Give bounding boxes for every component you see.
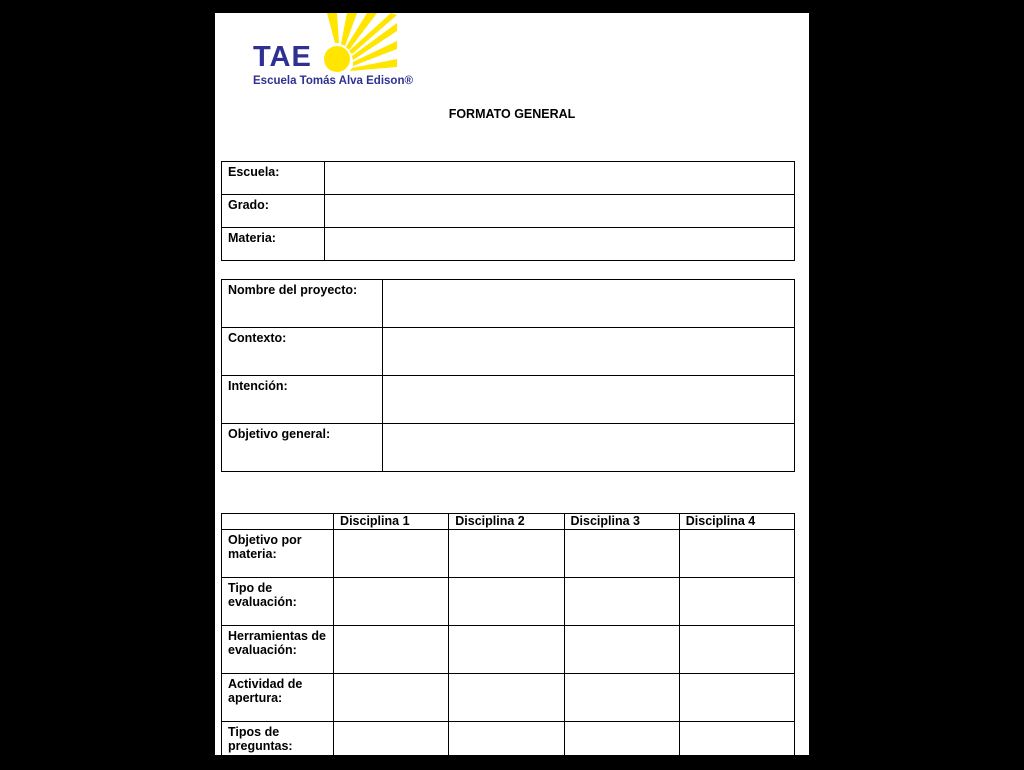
label-line: Herramientas de [228,629,326,643]
cell[interactable] [679,674,794,722]
cell[interactable] [449,674,564,722]
header-disciplina-2: Disciplina 2 [449,514,564,530]
project-info-table [221,279,795,472]
table-row [222,376,795,424]
label-actividad-apertura [222,674,334,722]
sun-icon [305,13,400,75]
label-tipo-evaluacion [222,578,334,626]
field-nombre-proyecto[interactable] [383,280,795,328]
table-row [222,280,795,328]
field-escuela[interactable] [325,162,795,195]
label-line: materia: [228,547,277,561]
label-line: evaluación: [228,643,297,657]
header-disciplina-1: Disciplina 1 [334,514,449,530]
logo-brand-text: TAE [253,41,312,73]
table-row [222,162,795,195]
table-row [222,674,795,722]
field-grado[interactable] [325,195,795,228]
field-materia[interactable] [325,228,795,261]
cell[interactable] [334,578,449,626]
label-line: Objetivo por [228,533,302,547]
cell[interactable] [564,722,679,770]
cell[interactable] [679,530,794,578]
label-line: preguntas: [228,739,293,753]
table-row [222,530,795,578]
disciplines-table [221,513,795,770]
header-empty [222,514,334,530]
cell[interactable] [679,626,794,674]
label-objetivo-materia [222,530,334,578]
cell[interactable] [334,626,449,674]
page-title: FORMATO GENERAL [448,107,576,121]
cell[interactable] [334,530,449,578]
table-row [222,722,795,770]
table-row [222,626,795,674]
table-row [222,328,795,376]
header-disciplina-4: Disciplina 4 [679,514,794,530]
cell[interactable] [449,722,564,770]
cell[interactable] [679,722,794,770]
label-line: apertura: [228,691,283,705]
document-page [215,13,809,755]
label-objetivo-general: Objetivo general: [222,424,383,472]
logo-subtitle: Escuela Tomás Alva Edison® [253,75,413,87]
label-line: Tipos de [228,725,280,739]
header-disciplina-3: Disciplina 3 [564,514,679,530]
label-line: Actividad de [228,677,303,691]
cell[interactable] [334,674,449,722]
cell[interactable] [334,722,449,770]
label-line: Tipo de [228,581,273,595]
label-herramientas-evaluacion [222,626,334,674]
label-intencion: Intención: [222,376,383,424]
table-row [222,578,795,626]
cell[interactable] [449,578,564,626]
cell[interactable] [679,578,794,626]
cell[interactable] [564,530,679,578]
table-row [222,424,795,472]
field-intencion[interactable] [383,376,795,424]
cell[interactable] [564,578,679,626]
field-contexto[interactable] [383,328,795,376]
school-info-table [221,161,795,261]
cell[interactable] [564,626,679,674]
cell[interactable] [449,626,564,674]
cell[interactable] [449,530,564,578]
table-row [222,228,795,261]
label-contexto: Contexto: [222,328,383,376]
table-header-row [222,514,795,530]
table-row [222,195,795,228]
label-materia: Materia: [222,228,325,261]
field-objetivo-general[interactable] [383,424,795,472]
school-logo [233,13,413,93]
cell[interactable] [564,674,679,722]
label-grado: Grado: [222,195,325,228]
label-line: evaluación: [228,595,297,609]
label-tipos-preguntas [222,722,334,770]
label-nombre-proyecto: Nombre del proyecto: [222,280,383,328]
label-escuela: Escuela: [222,162,325,195]
